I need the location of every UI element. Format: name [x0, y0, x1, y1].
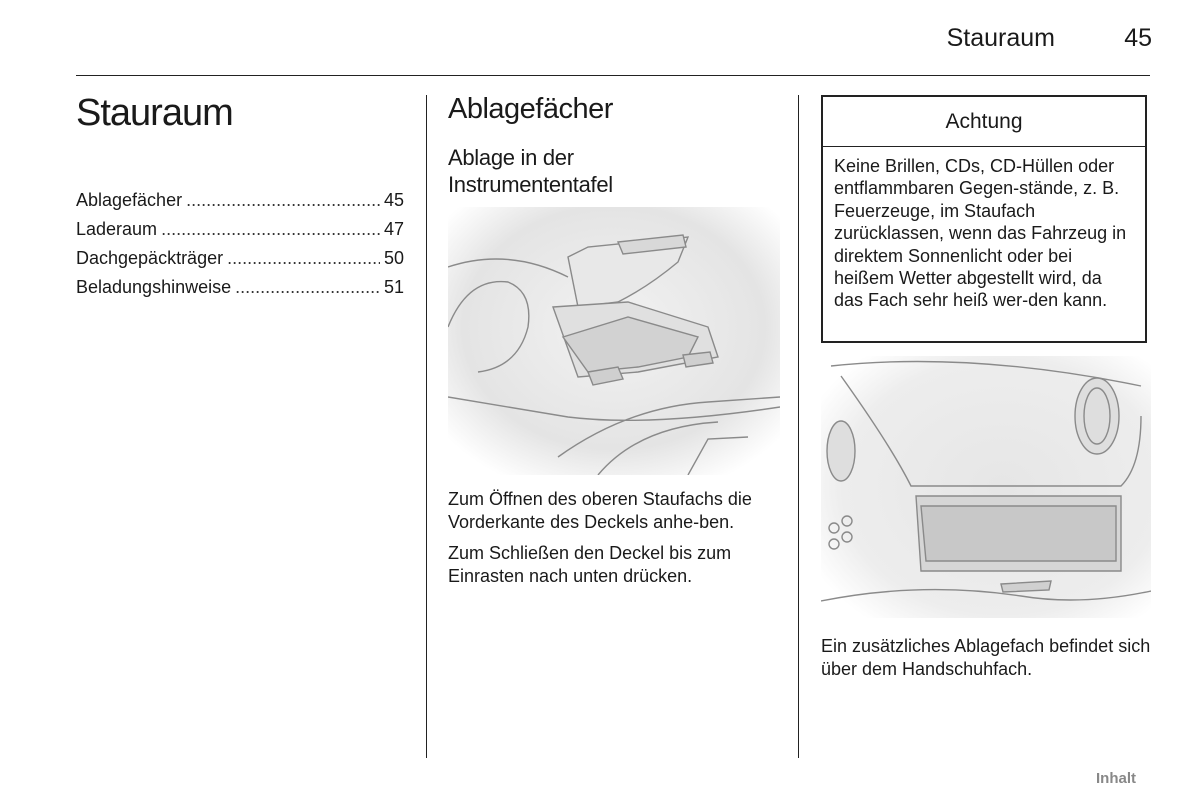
- toc-entry-dachgepaecktraeger[interactable]: [76, 248, 404, 277]
- column-divider-right: [798, 95, 799, 758]
- warning-text: Keine Brillen, CDs, CD-Hüllen oder entflammbaren Gegen-stände, z. B. Feuerzeuge, im Staufach zurücklassen, wenn das Fahrzeug in direktem Sonnenlicht oder bei heißem Wetter abgestellt wird, da das Fach sehr heiß wer-den kann.: [834, 156, 1127, 311]
- toc-entry-label: Ablagefächer: [76, 190, 183, 210]
- subsection-title: [448, 144, 768, 198]
- subsection-title-line: Instrumententafel: [448, 172, 613, 197]
- toc-leader-dots: [161, 219, 380, 240]
- paragraph-close-instruction: Zum Schließen den Deckel bis zum Einrasten nach unten drücken.: [448, 543, 732, 586]
- section-title: Ablagefächer: [448, 93, 613, 125]
- running-header-title: Stauraum: [946, 24, 1055, 52]
- page-number: 45: [1124, 24, 1152, 52]
- chapter-title: Stauraum: [76, 92, 233, 134]
- toc-entry-label: Laderaum: [76, 219, 158, 239]
- toc-leader-dots: [186, 190, 380, 211]
- toc-leader-dots: [227, 248, 380, 269]
- table-of-contents: [76, 190, 404, 306]
- section-body: [448, 488, 778, 596]
- toc-leader-dots: [235, 277, 380, 298]
- toc-entry-beladungshinweise[interactable]: [76, 277, 404, 306]
- paragraph-open-instruction: Zum Öffnen des oberen Staufachs die Vorderkante des Deckels anhe-ben.: [448, 489, 752, 532]
- caption-additional-compartment: Ein zusätzliches Ablagefach befindet sich über dem Handschuhfach.: [821, 636, 1151, 679]
- toc-entry-page: 47: [383, 219, 404, 239]
- toc-entry-laderaum[interactable]: [76, 219, 404, 248]
- warning-heading: Achtung: [823, 97, 1145, 147]
- toc-entry-page: 51: [383, 277, 404, 297]
- toc-entry-ablagefaecher[interactable]: [76, 190, 404, 219]
- warning-box: [821, 95, 1147, 343]
- column-divider-left: [426, 95, 427, 758]
- toc-entry-label: Dachgepäckträger: [76, 248, 224, 268]
- illustration-upper-storage-compartment: [448, 207, 780, 475]
- illustration-additional-storage-compartment: [821, 356, 1151, 618]
- subsection-title-line: Ablage in der: [448, 145, 574, 170]
- toc-entry-page: 45: [383, 190, 404, 210]
- contents-link[interactable]: Inhalt: [1096, 770, 1136, 787]
- toc-entry-page: 50: [383, 248, 404, 268]
- toc-entry-label: Beladungshinweise: [76, 277, 232, 297]
- header-rule: [76, 75, 1150, 76]
